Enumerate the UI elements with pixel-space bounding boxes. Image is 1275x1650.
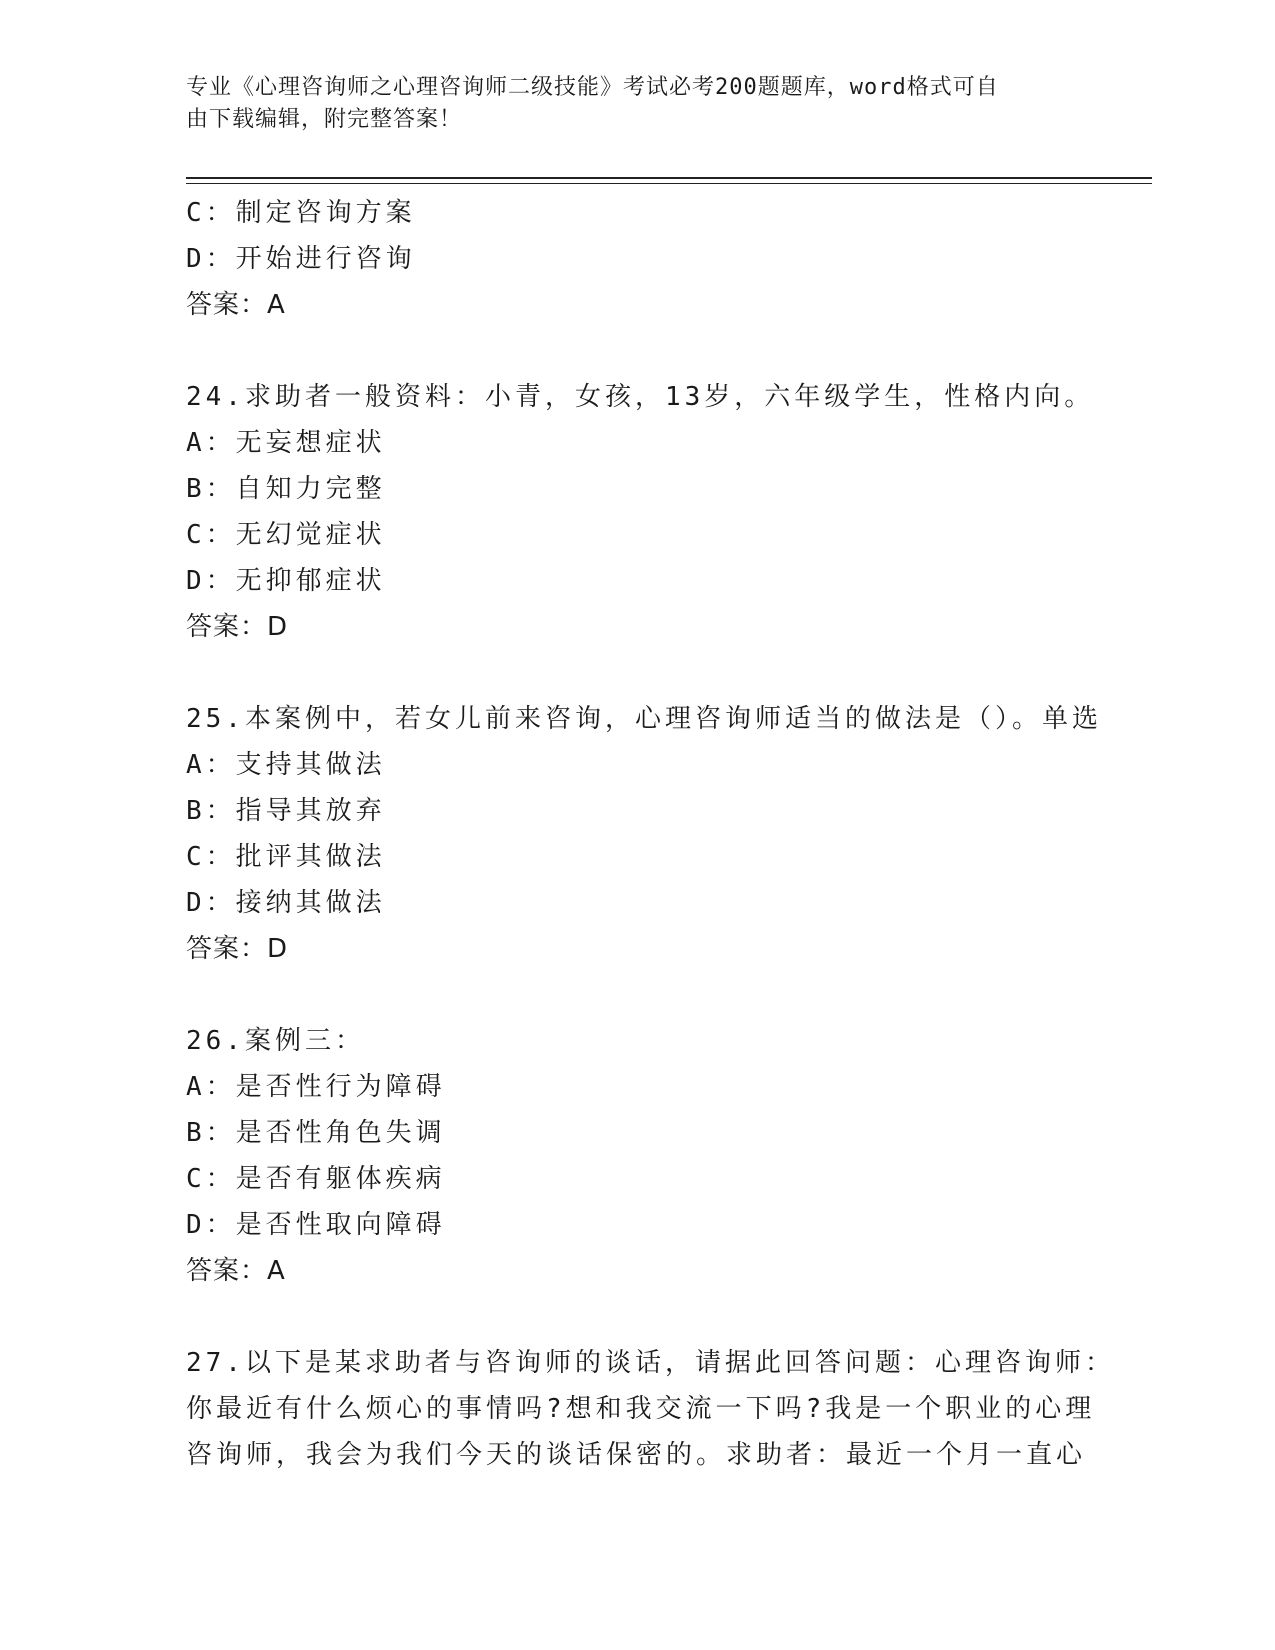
option-b: B：自知力完整	[186, 474, 386, 504]
question-24	[186, 374, 1095, 650]
question-26	[186, 1018, 1086, 1294]
header-rule-thick	[186, 177, 1152, 179]
option-c: C：批评其做法	[186, 842, 386, 872]
option-d: D：开始进行咨询	[186, 244, 416, 274]
header-line-2: 由下载编辑，附完整答案！	[186, 107, 463, 132]
answer-line: 答案：A	[186, 290, 286, 320]
question-stem-line-2: 你最近有什么烦心的事情吗?想和我交流一下吗?我是一个职业的心理	[186, 1394, 1096, 1424]
question-23-continued	[186, 190, 1086, 328]
option-a: A：是否性行为障碍	[186, 1072, 446, 1102]
option-d: D：接纳其做法	[186, 888, 386, 918]
answer-line: 答案：A	[186, 1256, 286, 1286]
option-a: A：支持其做法	[186, 750, 386, 780]
option-b: B：是否性角色失调	[186, 1118, 446, 1148]
document-body	[186, 190, 1115, 1478]
option-d: D：是否性取向障碍	[186, 1210, 446, 1240]
option-c: C：是否有躯体疾病	[186, 1164, 446, 1194]
answer-line: 答案：D	[186, 612, 289, 642]
question-27	[186, 1340, 1115, 1478]
option-a: A：无妄想症状	[186, 428, 386, 458]
question-stem-line-3: 咨询师，我会为我们今天的谈话保密的。求助者：最近一个月一直心	[186, 1440, 1087, 1470]
answer-line: 答案：D	[186, 934, 289, 964]
header-line-1: 专业《心理咨询师之心理咨询师二级技能》考试必考200题题库，word格式可自	[186, 75, 999, 100]
option-c: C：无幻觉症状	[186, 520, 386, 550]
option-b: B：指导其放弃	[186, 796, 386, 826]
question-stem: 26.案例三：	[186, 1026, 365, 1056]
question-25	[186, 696, 1102, 972]
question-stem: 25.本案例中，若女儿前来咨询，心理咨询师适当的做法是（）。单选	[186, 704, 1102, 734]
option-d: D：无抑郁症状	[186, 566, 386, 596]
question-stem-line-1: 27.以下是某求助者与咨询师的谈话，请据此回答问题：心理咨询师：	[186, 1348, 1115, 1378]
option-c: C：制定咨询方案	[186, 198, 416, 228]
header-rule-thin	[186, 183, 1152, 184]
document-header	[186, 72, 1066, 136]
question-stem: 24.求助者一般资料：小青，女孩，13岁，六年级学生，性格内向。	[186, 382, 1095, 412]
